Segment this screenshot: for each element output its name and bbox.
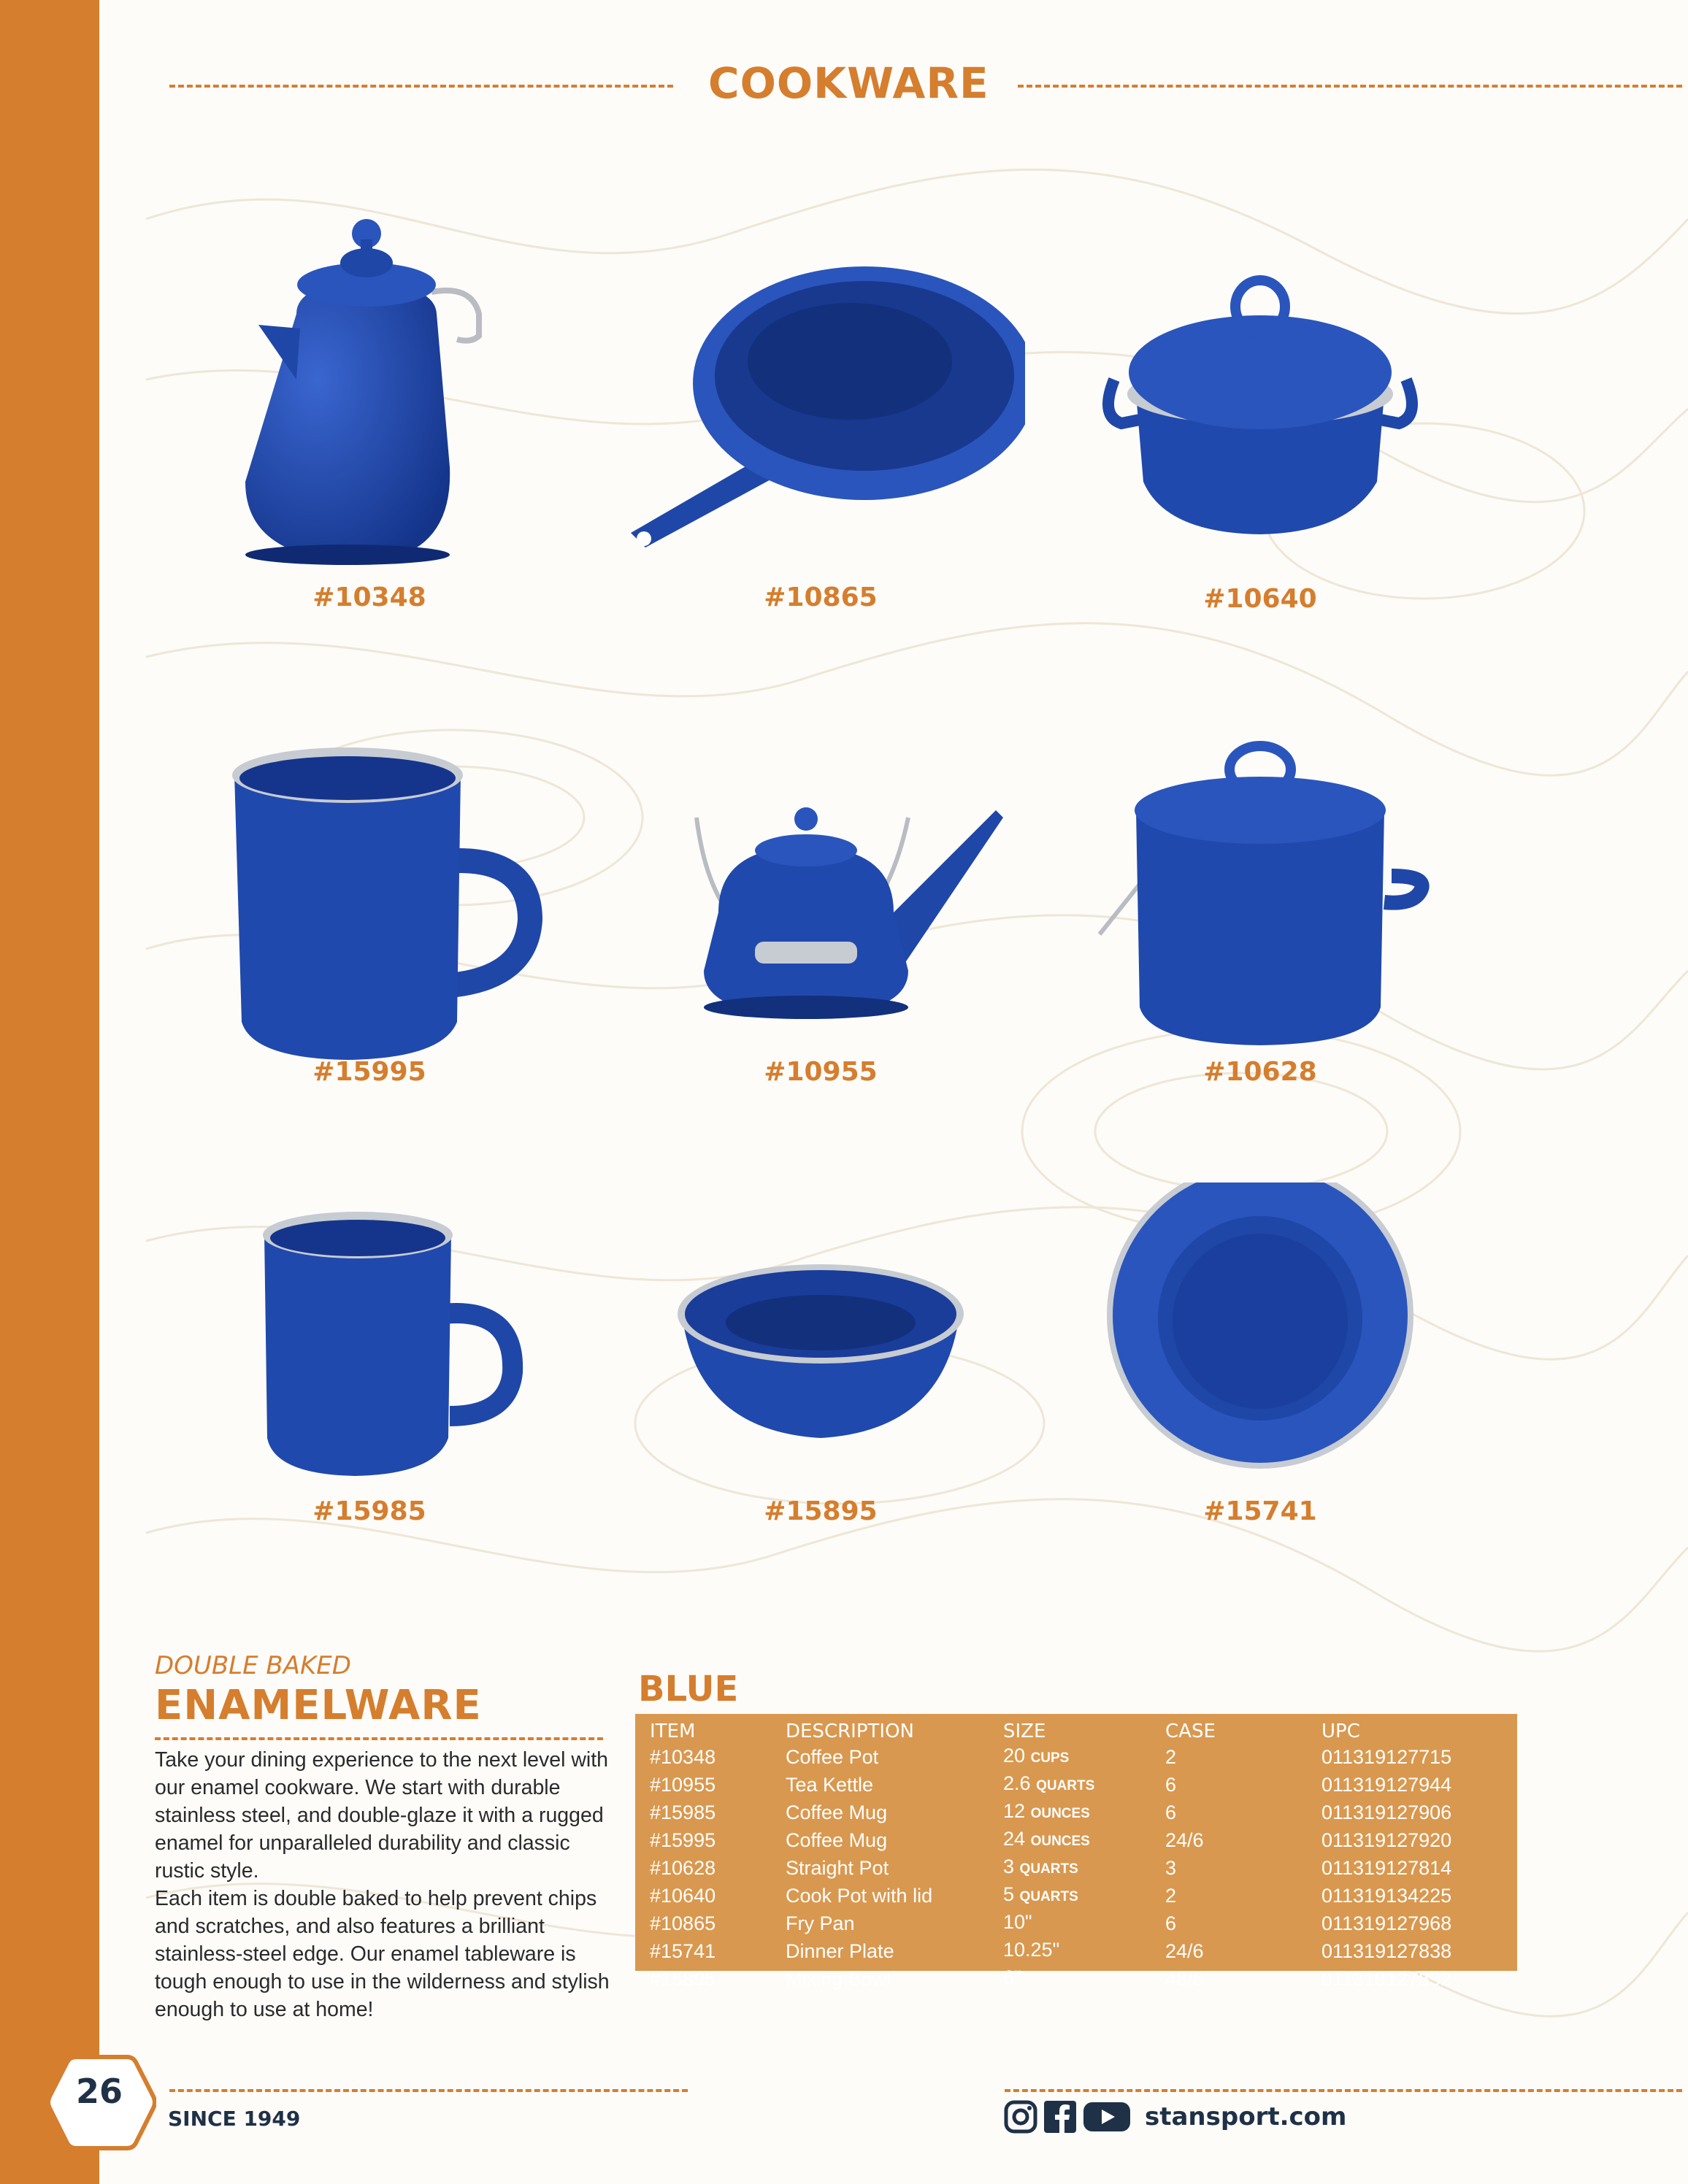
facebook-icon[interactable] <box>1043 2099 1078 2134</box>
product-code: #10640 <box>1203 584 1317 614</box>
coffee-mug-small-image <box>165 1197 574 1489</box>
mixing-bowl-image <box>616 1197 1025 1489</box>
table-row <box>650 1743 1497 1771</box>
cell-item: #15741 <box>650 1940 716 1962</box>
cell-description: Cook Pot with lid <box>786 1885 933 1907</box>
cell-case: 2 <box>1165 1746 1177 1768</box>
cell-size <box>1003 1910 1165 1937</box>
product-code: #15995 <box>312 1057 426 1087</box>
spec-table <box>635 1714 1517 1990</box>
footer-divider-right <box>1005 2089 1682 2092</box>
header-divider-left <box>169 85 673 88</box>
product-code: #10865 <box>764 582 878 612</box>
cell-item: #10348 <box>650 1746 716 1768</box>
cell-size <box>1003 1937 1165 1965</box>
product-tea-kettle[interactable] <box>616 730 1025 1139</box>
table-row <box>650 1771 1497 1799</box>
intro-heading: ENAMELWARE <box>155 1682 482 1729</box>
cell-size <box>1003 1799 1165 1826</box>
product-cook-pot-with-lid[interactable] <box>1056 197 1465 614</box>
table-row <box>650 1882 1497 1910</box>
intro-body <box>155 1746 622 2023</box>
cell-size <box>1003 1771 1165 1799</box>
cell-description: Straight Pot <box>786 1857 889 1879</box>
cell-upc: 011319127944 <box>1321 1774 1452 1796</box>
side-accent-bar <box>0 0 99 2184</box>
product-straight-pot[interactable] <box>1056 730 1465 1139</box>
cell-case: 3 <box>1165 1857 1177 1879</box>
page-title: COOKWARE <box>708 58 989 108</box>
cell-case: 6 <box>1165 1802 1177 1823</box>
size-value: 12 <box>1003 1800 1026 1822</box>
size-unit: QUARTS <box>1019 1861 1078 1877</box>
cell-case: 6 <box>1165 1774 1177 1796</box>
tea-kettle-image <box>616 730 1025 1080</box>
size-value: 5 <box>1003 1883 1015 1905</box>
column-header: SIZE <box>1003 1720 1046 1742</box>
coffee-pot-image <box>165 204 574 569</box>
intro-paragraph: Each item is double baked to help prevent chips and scratches, and also features a brilliant stainless-steel edge. Our enamel tableware is tough enough to use in the wilderness and stylish enough to use at home! <box>155 1887 610 2021</box>
cell-upc: 011319127715 <box>1321 1746 1452 1768</box>
cell-item: #15985 <box>650 1802 716 1823</box>
youtube-icon[interactable] <box>1082 2099 1132 2134</box>
product-code: #10348 <box>312 582 426 612</box>
table-row <box>650 1910 1497 1937</box>
header-divider-right <box>1018 85 1682 88</box>
cell-item: #10865 <box>650 1912 716 1934</box>
table-row <box>650 1799 1497 1826</box>
dinner-plate-image <box>1056 1183 1465 1489</box>
size-value: 20 <box>1003 1745 1026 1766</box>
cell-upc: 011319127920 <box>1321 1829 1452 1851</box>
table-title: BLUE <box>638 1669 739 1710</box>
cook-pot-with-lid-image <box>1056 197 1465 562</box>
cell-item: #15995 <box>650 1829 716 1851</box>
cell-upc: 011319127906 <box>1321 1802 1452 1823</box>
product-mixing-bowl[interactable] <box>616 1197 1025 1606</box>
size-value: 6" <box>1003 1966 1021 1988</box>
intro-divider <box>155 1737 603 1740</box>
size-value: 3 <box>1003 1856 1015 1877</box>
product-code: #10628 <box>1203 1057 1317 1087</box>
size-unit: CUPS <box>1030 1750 1070 1766</box>
size-unit: OUNCES <box>1030 1834 1090 1849</box>
table-row <box>650 1965 1497 1993</box>
cell-upc: 011319127852 <box>1321 1968 1452 1990</box>
instagram-icon[interactable] <box>1003 2099 1038 2134</box>
website-link[interactable]: stansport.com <box>1145 2102 1347 2131</box>
cell-item: #10955 <box>650 1774 716 1796</box>
cell-size <box>1003 1826 1165 1854</box>
table-row <box>650 1826 1497 1854</box>
intro-paragraph: Take your dining experience to the next level with our enamel cookware. We start with durable stainless steel, and double-glaze it with a rugged enamel for unparalleled durability and classic rustic style. <box>155 1748 609 1883</box>
cell-item: #10628 <box>650 1857 716 1879</box>
fry-pan-image <box>616 204 1025 569</box>
size-value: 24 <box>1003 1828 1026 1850</box>
product-dinner-plate[interactable] <box>1056 1183 1465 1591</box>
column-header: CASE <box>1165 1720 1216 1742</box>
product-coffee-mug-small[interactable] <box>165 1197 574 1606</box>
cell-size <box>1003 1854 1165 1882</box>
size-unit: OUNCES <box>1030 1806 1090 1821</box>
column-header: UPC <box>1321 1720 1360 1742</box>
cell-case: 48/6 <box>1165 1968 1204 1990</box>
product-code: #15985 <box>312 1496 426 1526</box>
size-unit: QUARTS <box>1036 1778 1095 1793</box>
cell-case: 24/6 <box>1165 1940 1204 1962</box>
product-code: #15741 <box>1203 1496 1317 1526</box>
cell-upc: 011319127968 <box>1321 1912 1452 1934</box>
cell-description: Coffee Pot <box>786 1746 879 1768</box>
product-coffee-mug-large[interactable] <box>165 730 574 1139</box>
cell-upc: 011319134225 <box>1321 1885 1452 1907</box>
cell-description: Dinner Plate <box>786 1940 894 1962</box>
cell-description: Coffee Mug <box>786 1802 888 1823</box>
cell-description: Mixing Bowl <box>786 1968 891 1990</box>
size-unit: QUARTS <box>1019 1889 1078 1904</box>
coffee-mug-large-image <box>165 730 574 1080</box>
cell-case: 24/6 <box>1165 1829 1204 1851</box>
table-row <box>650 1854 1497 1882</box>
cell-case: 6 <box>1165 1912 1177 1934</box>
size-value: 10.25" <box>1003 1939 1060 1961</box>
cell-upc: 011319127814 <box>1321 1857 1452 1879</box>
column-header: DESCRIPTION <box>786 1720 914 1742</box>
cell-size <box>1003 1965 1165 1993</box>
product-coffee-pot[interactable] <box>165 204 574 613</box>
product-code: #10955 <box>764 1057 878 1087</box>
cell-description: Coffee Mug <box>786 1829 888 1851</box>
cell-item: #15895 <box>650 1968 716 1990</box>
cell-description: Fry Pan <box>786 1912 855 1934</box>
table-header-row <box>650 1720 1497 1743</box>
straight-pot-image <box>1056 730 1465 1080</box>
size-value: 2.6 <box>1003 1772 1031 1794</box>
page-number: 26 <box>75 2072 123 2111</box>
cell-case: 2 <box>1165 1885 1177 1907</box>
cell-size <box>1003 1743 1165 1771</box>
cell-upc: 011319127838 <box>1321 1940 1452 1962</box>
footer-divider-left <box>169 2089 688 2092</box>
since-label: SINCE 1949 <box>168 2107 301 2131</box>
cell-item: #10640 <box>650 1885 716 1907</box>
column-header: ITEM <box>650 1720 696 1742</box>
intro-kicker: DOUBLE BAKED <box>155 1651 351 1680</box>
cell-description: Tea Kettle <box>786 1774 874 1796</box>
product-code: #15895 <box>764 1496 878 1526</box>
table-row <box>650 1937 1497 1965</box>
product-fry-pan[interactable] <box>616 204 1025 613</box>
cell-size <box>1003 1882 1165 1910</box>
size-value: 10" <box>1003 1911 1032 1933</box>
